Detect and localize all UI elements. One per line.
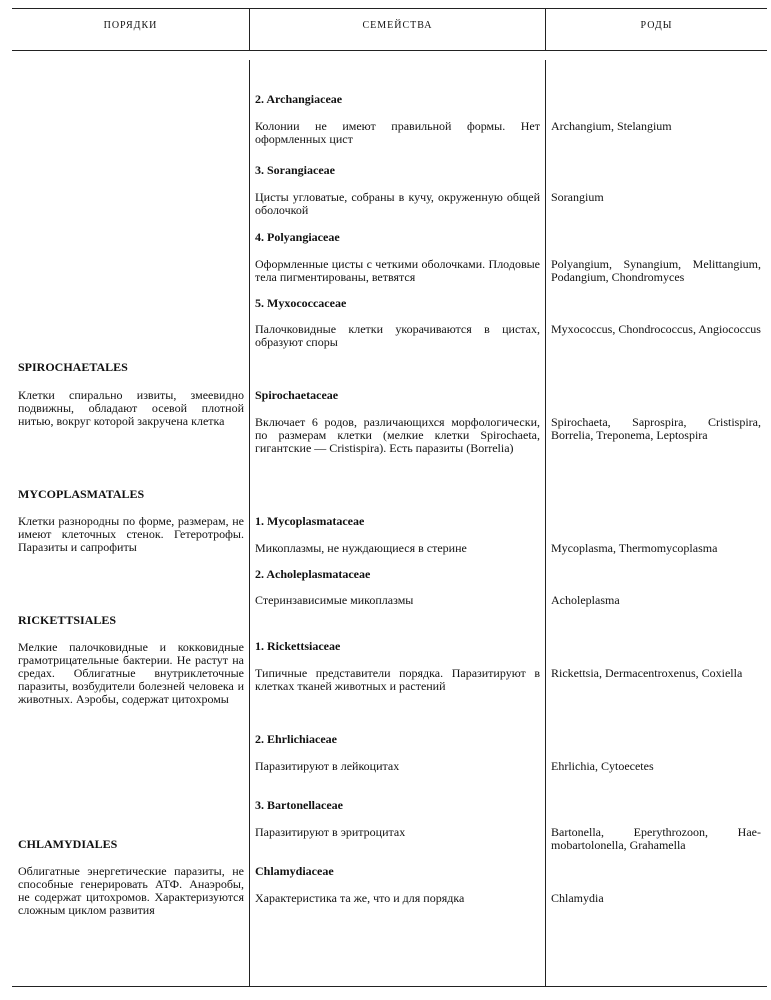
family-name-spirochaetaceae: Spirochaetaceae bbox=[255, 388, 339, 402]
family-name-acholeplasmataceae: 2. Acholeplasmataceae bbox=[255, 567, 371, 581]
genera-mycoplasmataceae: Mycoplasma, Thermomycoplasma bbox=[551, 541, 718, 555]
genera-chlamydiaceae: Chlamydia bbox=[551, 891, 604, 905]
order-desc-mycoplasmatales: Клетки разнородны по форме, размерам, не имеют клеточных стенок. Гетеротрофы. Паразиты и сапрофиты bbox=[18, 514, 244, 554]
family-name-polyangiaceae: 4. Polyangiaceae bbox=[255, 230, 340, 244]
header-orders: ПОРЯДКИ bbox=[103, 20, 158, 31]
family-desc-mycoplasmataceae: Микоплазмы, не нуждающиеся в стерине bbox=[255, 541, 467, 555]
order-name-chlamydiales: CHLAMYDIALES bbox=[18, 837, 118, 851]
table-top-rule bbox=[12, 8, 767, 9]
order-name-spirochaetales: SPIROCHAETALES bbox=[18, 360, 128, 374]
family-desc-chlamydiaceae: Характеристика та же, что и для порядка bbox=[255, 891, 465, 905]
family-desc-acholeplasmataceae: Стеринзависимые микоплазмы bbox=[255, 593, 414, 607]
family-desc-myxococcaceae: Палочковидные клетки укорачиваются в цистах, образуют споры bbox=[255, 322, 540, 349]
family-desc-archangiaceae: Колонии не имеют правильной формы. Нет оформленных цист bbox=[255, 119, 540, 146]
family-desc-ehrlichiaceae: Паразитируют в лейкоцитах bbox=[255, 759, 400, 773]
header-bottom-rule bbox=[12, 50, 767, 51]
column-divider-1 bbox=[249, 60, 250, 986]
order-name-rickettsiales: RICKETTSIALES bbox=[18, 613, 117, 627]
family-desc-spirochaetaceae: Включает 6 родов, различающихся морфологически, по размерам клетки (мелкие клетки Spirochaeta, гигантские — Cristispira). Есть паразиты (Borrelia) bbox=[255, 415, 540, 455]
family-desc-rickettsiaceae: Типичные представители порядка. Паразитируют в клетках тканей животных и растений bbox=[255, 666, 540, 693]
genera-bartonellaceae: Bartonella, Eperythrozoon, Haemobartolonella, Grahamella bbox=[551, 825, 761, 852]
header-genera: РОДЫ bbox=[640, 20, 673, 31]
family-desc-bartonellaceae: Паразитируют в эритроцитах bbox=[255, 825, 406, 839]
family-name-mycoplasmataceae: 1. Mycoplasmataceae bbox=[255, 514, 365, 528]
family-name-ehrlichiaceae: 2. Ehrlichiaceae bbox=[255, 732, 337, 746]
family-name-archangiaceae: 2. Archangiaceae bbox=[255, 92, 343, 106]
order-desc-chlamydiales: Облигатные энергетические паразиты, не способные генерировать АТФ. Анаэробы, не содержат цитохромов. Характеризуются сложным циклом развития bbox=[18, 864, 244, 917]
genera-polyangiaceae: Polyangium, Synangium, Melittangium, Podangium, Chondromyces bbox=[551, 257, 761, 284]
genera-myxococcaceae: Myxococcus, Chondrococcus, Angiococcus bbox=[551, 322, 761, 336]
family-name-sorangiaceae: 3. Sorangiaceae bbox=[255, 163, 335, 177]
header-families: СЕМЕЙСТВА bbox=[362, 20, 433, 31]
genera-rickettsiaceae: Rickettsia, Dermacentroxenus, Coxiella bbox=[551, 666, 743, 680]
family-desc-sorangiaceae: Цисты угловатые, собраны в кучу, окруженную общей оболочкой bbox=[255, 190, 540, 217]
genera-archangiaceae: Archangium, Stelangium bbox=[551, 119, 672, 133]
family-desc-polyangiaceae: Оформленные цисты с четкими оболочками. Плодовые тела пигментированы, ветвятся bbox=[255, 257, 540, 284]
genera-acholeplasmataceae: Acholeplasma bbox=[551, 593, 620, 607]
family-name-rickettsiaceae: 1. Rickettsiaceae bbox=[255, 639, 341, 653]
order-name-mycoplasmatales: MYCOPLASMATALES bbox=[18, 487, 145, 501]
column-divider-2 bbox=[545, 60, 546, 986]
genera-ehrlichiaceae: Ehrlichia, Cytoecetes bbox=[551, 759, 654, 773]
family-name-chlamydiaceae: Chlamydiaceae bbox=[255, 864, 334, 878]
family-name-myxococcaceae: 5. Myxococcaceae bbox=[255, 296, 347, 310]
genera-spirochaetaceae: Spirochaeta, Saprospira, Cristispira, Borrelia, Treponema, Leptospira bbox=[551, 415, 761, 442]
table-bottom-rule bbox=[12, 986, 767, 987]
order-desc-spirochaetales: Клетки спирально извиты, змеевидно подвижны, обладают осевой плотной нитью, вокруг которой закручена клетка bbox=[18, 388, 244, 428]
family-name-bartonellaceae: 3. Bartonellaceae bbox=[255, 798, 343, 812]
genera-sorangiaceae: Sorangium bbox=[551, 190, 604, 204]
order-desc-rickettsiales: Мелкие палочковидные и кокковидные грамотрицательные бактерии. Не растут на средах. Облигатные внутриклеточные паразиты, возбудители болезней человека и животных. Аэробы, содержат цитохромы bbox=[18, 640, 244, 706]
